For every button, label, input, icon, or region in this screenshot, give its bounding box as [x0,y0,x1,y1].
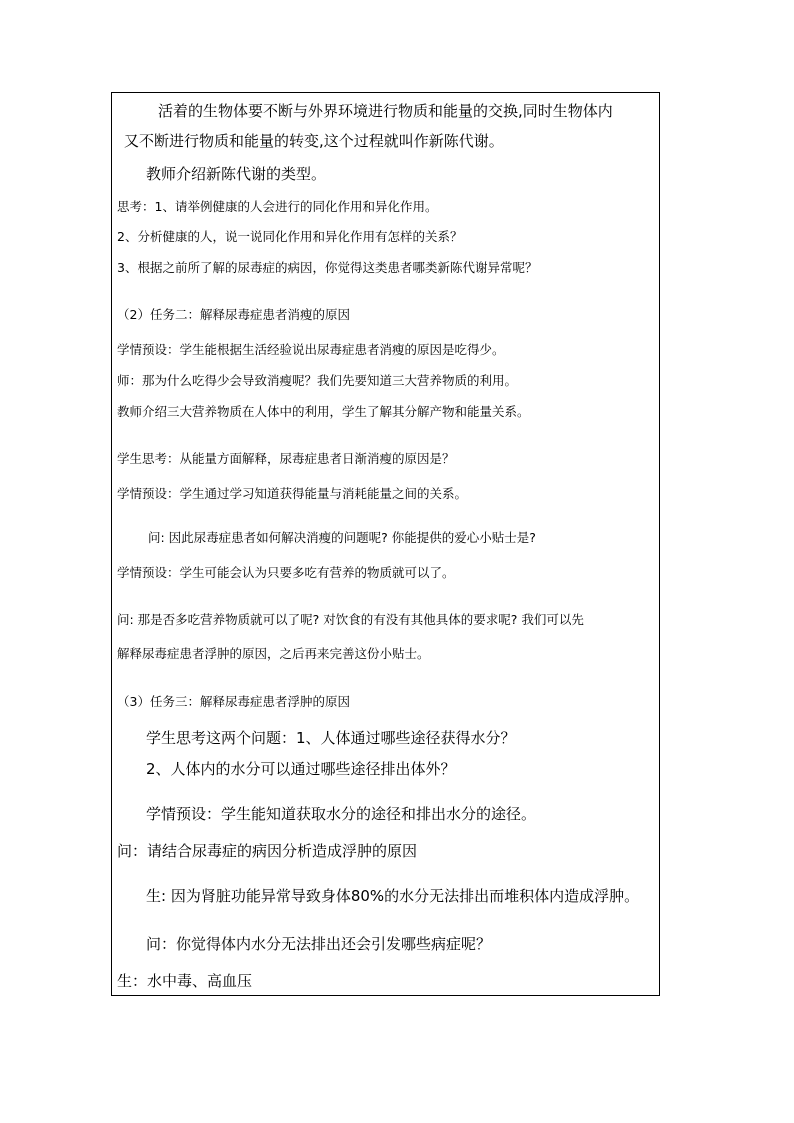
text-line: 学生思考这两个问题：1、人体通过哪些途径获得水分？ [146,729,516,747]
text-line: 解释尿毒症患者浮肿的原因，之后再来完善这份小贴士。 [117,646,430,661]
text-line: 3、根据之前所了解的尿毒症的病因，你觉得这类患者哪类新陈代谢异常呢？ [117,260,538,275]
text-line: 学情预设：学生能根据生活经验说出尿毒症患者消瘦的原因是吃得少。 [117,342,505,357]
text-line: 学情预设：学生通过学习知道获得能量与消耗能量之间的关系。 [117,486,468,501]
text-line: 问：你觉得体内水分无法排出还会引发哪些病症呢？ [146,935,492,953]
text-line: 教师介绍新陈代谢的类型。 [146,165,327,183]
text-line: 又不断进行物质和能量的转变,这个过程就叫作新陈代谢。 [124,132,504,150]
text-line: 问: 那是否多吃营养物质就可以了呢? 对饮食的有没有其他具体的要求呢? 我们可以先 [117,612,584,627]
section-heading: （2）任务二：解释尿毒症患者消瘦的原因 [117,307,350,322]
section-heading: （3）任务三：解释尿毒症患者浮肿的原因 [117,694,350,709]
text-line: 教师介绍三大营养物质在人体中的利用，学生了解其分解产物和能量关系。 [117,404,530,419]
text-line: 生：水中毒、高血压 [117,972,253,990]
text-line: 活着的生物体要不断与外界环境进行物质和能量的交换,同时生物体内 [158,102,613,120]
text-line: 学情预设：学生能知道获取水分的途径和排出水分的途径。 [146,805,537,823]
text-line: 问：请结合尿毒症的病因分析造成浮肿的原因 [117,842,418,860]
text-line: 2、人体内的水分可以通过哪些途径排出体外？ [146,760,456,778]
text-line: 生: 因为肾脏功能异常导致身体80%的水分无法排出而堆积体内造成浮肿。 [146,887,640,905]
text-line: 学情预设：学生可能会认为只要多吃有营养的物质就可以了。 [117,565,455,580]
text-line: 学生思考：从能量方面解释，尿毒症患者日渐消瘦的原因是？ [117,451,455,466]
text-line: 思考：1、请举例健康的人会进行的同化作用和异化作用。 [117,199,438,214]
text-line: 师：那为什么吃得少会导致消瘦呢？我们先要知道三大营养物质的利用。 [117,373,518,388]
text-line: 2、分析健康的人，说一说同化作用和异化作用有怎样的关系？ [117,229,463,244]
text-line: 问: 因此尿毒症患者如何解决消瘦的问题呢? 你能提供的爱心小贴士是? [148,530,536,545]
